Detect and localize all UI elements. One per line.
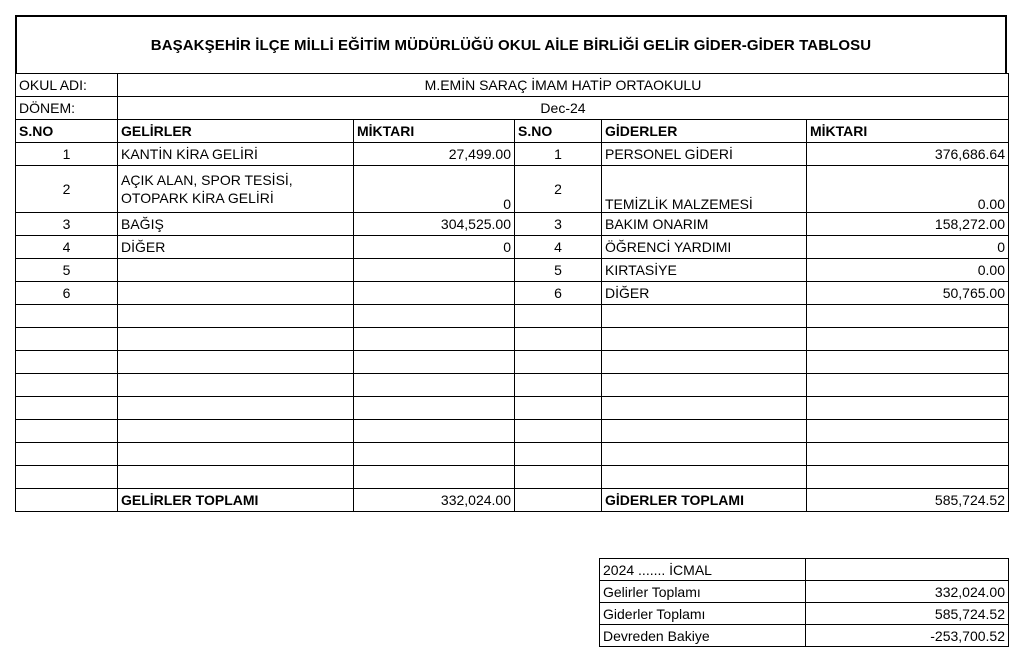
header-row <box>16 120 1009 143</box>
income-name: AÇIK ALAN, SPOR TESİSİ, OTOPARK KİRA GELİRİ <box>118 166 354 213</box>
income-amount: 0 <box>354 166 515 213</box>
summary-title-row <box>600 559 1009 581</box>
expense-amount: 50,765.00 <box>807 282 1009 305</box>
header-income-amount: MİKTARI <box>354 120 515 143</box>
income-expense-table <box>15 73 1009 512</box>
income-name: BAĞIŞ <box>118 213 354 236</box>
table-row <box>16 213 1009 236</box>
empty-row <box>16 328 1009 351</box>
income-total-label: GELİRLER TOPLAMI <box>118 489 354 512</box>
summary-label: Devreden Bakiye <box>600 625 806 647</box>
expense-no: 1 <box>515 143 602 166</box>
summary-value: 332,024.00 <box>806 581 1009 603</box>
summary-row <box>600 581 1009 603</box>
expense-no: 2 <box>515 166 602 213</box>
income-name <box>118 282 354 305</box>
table-row <box>16 166 1009 213</box>
income-no: 5 <box>16 259 118 282</box>
header-expenses: GİDERLER <box>602 120 807 143</box>
income-name: DİĞER <box>118 236 354 259</box>
income-no: 4 <box>16 236 118 259</box>
income-total-value: 332,024.00 <box>354 489 515 512</box>
income-name: KANTİN KİRA GELİRİ <box>118 143 354 166</box>
income-no: 6 <box>16 282 118 305</box>
expense-total-label: GİDERLER TOPLAMI <box>602 489 807 512</box>
expense-name: ÖĞRENCİ YARDIMI <box>602 236 807 259</box>
table-row <box>16 143 1009 166</box>
income-amount <box>354 282 515 305</box>
table-row <box>16 259 1009 282</box>
school-name-label: OKUL ADI: <box>16 74 118 97</box>
school-name-value: M.EMİN SARAÇ İMAM HATİP ORTAOKULU <box>118 74 1009 97</box>
summary-label: Giderler Toplamı <box>600 603 806 625</box>
header-sno: S.NO <box>16 120 118 143</box>
header-sno-2: S.NO <box>515 120 602 143</box>
period-value: Dec-24 <box>118 97 1009 120</box>
income-no: 1 <box>16 143 118 166</box>
summary-title: 2024 ....... İCMAL <box>600 559 806 581</box>
income-amount <box>354 259 515 282</box>
income-amount: 27,499.00 <box>354 143 515 166</box>
expense-no: 4 <box>515 236 602 259</box>
expense-no: 6 <box>515 282 602 305</box>
empty-row <box>16 420 1009 443</box>
page-title: BAŞAKŞEHİR İLÇE MİLLİ EĞİTİM MÜDÜRLÜĞÜ OKUL AİLE BİRLİĞİ GELİR GİDER-GİDER TABLOSU <box>150 36 872 54</box>
summary-table <box>599 558 1009 647</box>
title-box <box>15 15 1007 73</box>
expense-name: TEMİZLİK MALZEMESİ <box>602 166 807 213</box>
income-name <box>118 259 354 282</box>
period-label: DÖNEM: <box>16 97 118 120</box>
empty-row <box>16 351 1009 374</box>
income-no: 2 <box>16 166 118 213</box>
summary-value: -253,700.52 <box>806 625 1009 647</box>
empty-row <box>16 374 1009 397</box>
expense-no: 3 <box>515 213 602 236</box>
empty-row <box>16 397 1009 420</box>
summary-row <box>600 603 1009 625</box>
school-name-row <box>16 74 1009 97</box>
expense-name: BAKIM ONARIM <box>602 213 807 236</box>
header-income: GELİRLER <box>118 120 354 143</box>
income-amount: 304,525.00 <box>354 213 515 236</box>
table-row <box>16 236 1009 259</box>
empty-row <box>16 466 1009 489</box>
totals-row <box>16 489 1009 512</box>
expense-amount: 158,272.00 <box>807 213 1009 236</box>
empty-row <box>16 305 1009 328</box>
expense-amount: 0.00 <box>807 259 1009 282</box>
expense-total-value: 585,724.52 <box>807 489 1009 512</box>
expense-no: 5 <box>515 259 602 282</box>
income-amount: 0 <box>354 236 515 259</box>
expense-amount: 376,686.64 <box>807 143 1009 166</box>
summary-row <box>600 625 1009 647</box>
expense-name: PERSONEL GİDERİ <box>602 143 807 166</box>
income-no: 3 <box>16 213 118 236</box>
expense-name: KIRTASİYE <box>602 259 807 282</box>
table-row <box>16 282 1009 305</box>
empty-row <box>16 443 1009 466</box>
header-expense-amount: MİKTARI <box>807 120 1009 143</box>
expense-amount: 0 <box>807 236 1009 259</box>
summary-value: 585,724.52 <box>806 603 1009 625</box>
expense-name: DİĞER <box>602 282 807 305</box>
period-row <box>16 97 1009 120</box>
summary-label: Gelirler Toplamı <box>600 581 806 603</box>
expense-amount: 0.00 <box>807 166 1009 213</box>
